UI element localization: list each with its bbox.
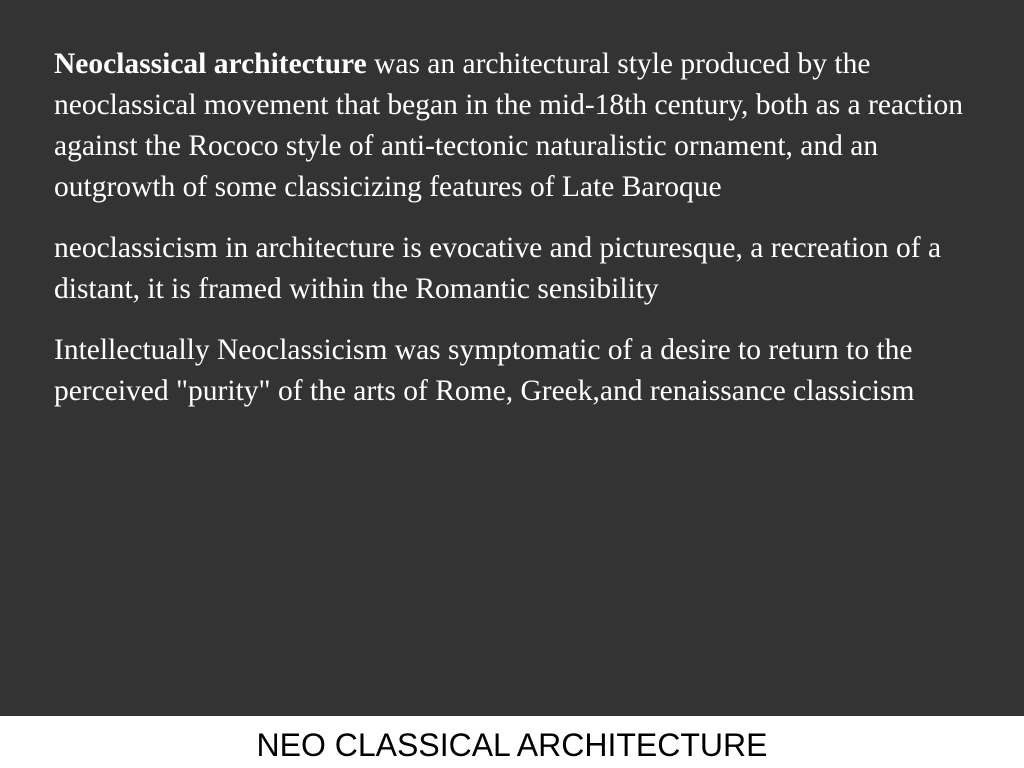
paragraph-definition <box>54 44 984 208</box>
term-heading: Neoclassical architecture <box>54 48 367 80</box>
slide-body-text <box>54 44 984 432</box>
paragraph-romantic: neoclassicism in architecture is evocative and picturesque, a recreation of a distant, it is framed within the Romantic sensibility <box>54 232 942 305</box>
definition-text: was an architectural style produced by the neoclassical movement that began in the mid-18th century, both as a reaction against the Rococo style of anti-tectonic naturalistic ornament, and an outgrowth of some classicizing features of Late Baroque <box>54 48 964 203</box>
caption-bar <box>0 716 1024 768</box>
caption-title: NEO CLASSICAL ARCHITECTURE <box>256 727 768 763</box>
paragraph-intellectual: Intellectually Neoclassicism was symptomatic of a desire to return to the perceived "purity" of the arts of Rome, Greek,and renaissance classicism <box>54 334 915 407</box>
